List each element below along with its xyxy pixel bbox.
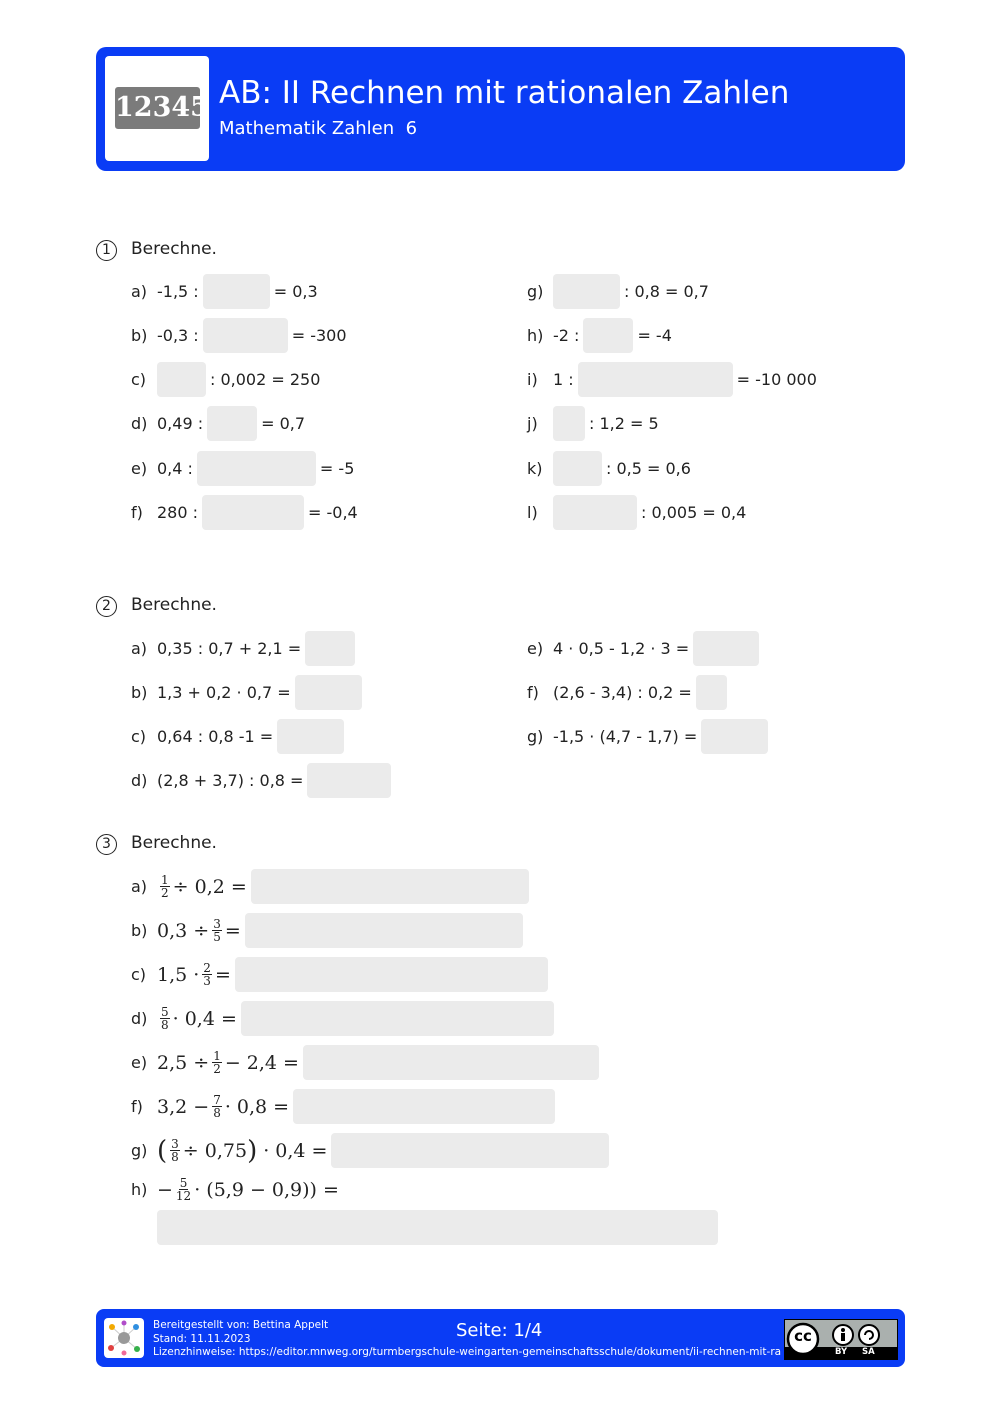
logo-number: 12345 [115, 87, 200, 129]
answer-field[interactable] [701, 719, 768, 754]
expression: 0,35 : 0,7 + 2,1 = [157, 639, 302, 658]
fraction: $\frac{3}{8}$ [171, 1137, 179, 1164]
answer-field[interactable] [553, 495, 637, 530]
item-label: e) [527, 639, 544, 658]
item-label: a) [131, 639, 148, 658]
expression-end: = -300 [291, 326, 347, 345]
item-label: g) [527, 727, 544, 746]
exercise-1d [131, 406, 305, 441]
item-label: a) [131, 282, 148, 301]
exercise-3e [131, 1045, 603, 1080]
by-label: BY [835, 1347, 848, 1357]
item-label: k) [527, 459, 543, 478]
expression-end: : 0,8 = 0,7 [624, 282, 709, 301]
answer-field[interactable] [203, 274, 270, 309]
cc-license-badge[interactable] [784, 1319, 898, 1360]
section-number: 1 [96, 240, 117, 261]
exercise-1h [527, 318, 672, 353]
item-label: f) [131, 1097, 143, 1116]
expression-end: : 0,5 = 0,6 [606, 459, 691, 478]
exercise-1c [131, 362, 320, 397]
expression: (2,8 + 3,7) : 0,8 = [157, 771, 304, 790]
answer-field[interactable] [553, 451, 602, 486]
cc-icon: cc [794, 1327, 812, 1345]
answer-field[interactable] [157, 362, 206, 397]
exercise-2d [131, 763, 395, 798]
instruction: Berechne. [131, 239, 217, 259]
item-label: b) [131, 326, 148, 345]
exercise-3c [131, 957, 552, 992]
item-label: e) [131, 459, 148, 478]
expression-end: = -4 [637, 326, 672, 345]
expression-start: 0,49 : [157, 414, 204, 433]
item-label: c) [131, 965, 147, 984]
item-label: g) [131, 1141, 148, 1160]
exercise-1k [527, 451, 691, 486]
expression: -1,5 · (4,7 - 1,7) = [553, 727, 698, 746]
item-label: j) [527, 414, 538, 433]
answer-field[interactable] [303, 1045, 599, 1080]
expression-start: 280 : [157, 503, 199, 522]
item-label: f) [527, 683, 539, 702]
expression-end: = 0,3 [273, 282, 318, 301]
exercise-3b [131, 913, 527, 948]
instruction: Berechne. [131, 833, 217, 853]
expression-start: 0,4 : [157, 459, 193, 478]
exercise-3g [131, 1133, 613, 1168]
expression-end: = -5 [319, 459, 355, 478]
answer-field[interactable] [245, 913, 523, 948]
exercise-2a [131, 631, 359, 666]
exercise-3f [131, 1089, 559, 1124]
expression-end: = 0,7 [261, 414, 306, 433]
expression: (2,6 - 3,4) : 0,2 = [553, 683, 692, 702]
expression: 0,64 : 0,8 -1 = [157, 727, 274, 746]
expression-start: 1 : [553, 370, 574, 389]
item-label: i) [527, 370, 538, 389]
exercise-2b [131, 675, 366, 710]
section-number: 3 [96, 834, 117, 855]
mnweg-logo-icon [104, 1318, 144, 1358]
sa-label: SA [862, 1347, 875, 1357]
footer-author: Bereitgestellt von: Bettina Appelt [153, 1319, 329, 1331]
exercise-1a [131, 274, 318, 309]
expression-end: : 1,2 = 5 [589, 414, 659, 433]
answer-field[interactable] [203, 318, 288, 353]
answer-field[interactable] [578, 362, 733, 397]
expression: 1,3 + 0,2 · 0,7 = [157, 683, 291, 702]
answer-field[interactable] [693, 631, 759, 666]
item-label: b) [131, 921, 148, 940]
answer-field[interactable] [202, 495, 304, 530]
answer-field[interactable] [331, 1133, 609, 1168]
item-label: g) [527, 282, 544, 301]
header-banner [96, 47, 905, 171]
expression: 4 · 0,5 - 1,2 · 3 = [553, 639, 690, 658]
exercise-1e [131, 451, 354, 486]
expression-end: : 0,002 = 250 [210, 370, 321, 389]
answer-field[interactable] [277, 719, 344, 754]
expression-end: : 0,005 = 0,4 [641, 503, 747, 522]
exercise-2f [527, 675, 731, 710]
answer-field[interactable] [305, 631, 355, 666]
expression-start: -2 : [553, 326, 580, 345]
exercise-3h [131, 1172, 339, 1207]
item-label: a) [131, 877, 148, 896]
expression-start: -1,5 : [157, 282, 199, 301]
math-expression: − $\frac{5}{12}$ · (5,9 − 0,9)) = [157, 1176, 339, 1203]
exercise-2g [527, 719, 772, 754]
fraction: $\frac{7}{8}$ [213, 1093, 221, 1120]
exercise-1g [527, 274, 709, 309]
item-label: d) [131, 771, 148, 790]
document-subtitle: Mathematik Zahlen 6 [219, 118, 418, 139]
answer-field[interactable] [207, 406, 257, 441]
exercise-2c [131, 719, 348, 754]
answer-field[interactable] [235, 957, 548, 992]
math-expression: 2,5 ÷ $\frac{1}{2}$ − 2,4 = [157, 1049, 299, 1076]
item-label: c) [131, 727, 147, 746]
fraction: $\frac{2}{3}$ [203, 961, 211, 988]
fraction: $\frac{3}{5}$ [213, 917, 221, 944]
item-label: d) [131, 1009, 148, 1028]
footer-date: Stand: 11.11.2023 [153, 1333, 251, 1345]
answer-field[interactable] [241, 1001, 554, 1036]
answer-field[interactable] [553, 406, 585, 441]
answer-field[interactable] [696, 675, 727, 710]
expression-end: = -10 000 [736, 370, 817, 389]
math-expression: 1,5 · $\frac{2}{3}$ = [157, 961, 231, 988]
math-expression: 0,3 ÷ $\frac{3}{5}$ = [157, 917, 241, 944]
answer-field[interactable] [293, 1089, 555, 1124]
exercise-1j [527, 406, 659, 441]
item-label: e) [131, 1053, 148, 1072]
document-title: AB: II Rechnen mit rationalen Zahlen [219, 75, 790, 111]
fraction: $\frac{5}{12}$ [175, 1176, 192, 1203]
answer-field-3h[interactable] [157, 1210, 718, 1245]
expression-start: -0,3 : [157, 326, 199, 345]
item-label: f) [131, 503, 143, 522]
math-expression: 3,2 − $\frac{7}{8}$ · 0,8 = [157, 1093, 290, 1120]
exercise-3d [131, 1001, 558, 1036]
item-label: b) [131, 683, 148, 702]
math-expression: $\frac{5}{8}$ · 0,4 = [161, 1005, 237, 1032]
item-label: d) [131, 414, 148, 433]
item-label: c) [131, 370, 147, 389]
answer-field[interactable] [251, 869, 529, 904]
answer-field[interactable] [553, 274, 620, 309]
exercise-1i [527, 362, 817, 397]
exercise-1l [527, 495, 746, 530]
exercise-1b [131, 318, 347, 353]
exercise-1f [131, 495, 358, 530]
answer-field[interactable] [197, 451, 316, 486]
answer-field[interactable] [295, 675, 362, 710]
expression-end: = -0,4 [308, 503, 358, 522]
fraction: $\frac{1}{2}$ [161, 873, 169, 900]
answer-field[interactable] [307, 763, 391, 798]
math-expression: ( $\frac{3}{8}$ ÷ 0,75 ) · 0,4 = [157, 1135, 328, 1166]
item-label: h) [527, 326, 544, 345]
page-number: Seite: 1/4 [456, 1320, 543, 1341]
fraction: $\frac{1}{2}$ [213, 1049, 221, 1076]
exercise-3a [131, 869, 533, 904]
math-expression: $\frac{1}{2}$ ÷ 0,2 = [161, 873, 247, 900]
footer-license-link[interactable]: Lizenzhinweise: https://editor.mnweg.org/turmbergschule-weingarten-gemeinschaftsschule/dokument/ii-rechnen-mit-ra [153, 1346, 782, 1358]
footer-banner [96, 1309, 905, 1367]
answer-field[interactable] [583, 318, 633, 353]
fraction: $\frac{5}{8}$ [161, 1005, 169, 1032]
item-label: l) [527, 503, 538, 522]
item-label: h) [131, 1180, 148, 1199]
logo [105, 56, 209, 161]
exercise-2e [527, 631, 763, 666]
section-number: 2 [96, 596, 117, 617]
instruction: Berechne. [131, 595, 217, 615]
